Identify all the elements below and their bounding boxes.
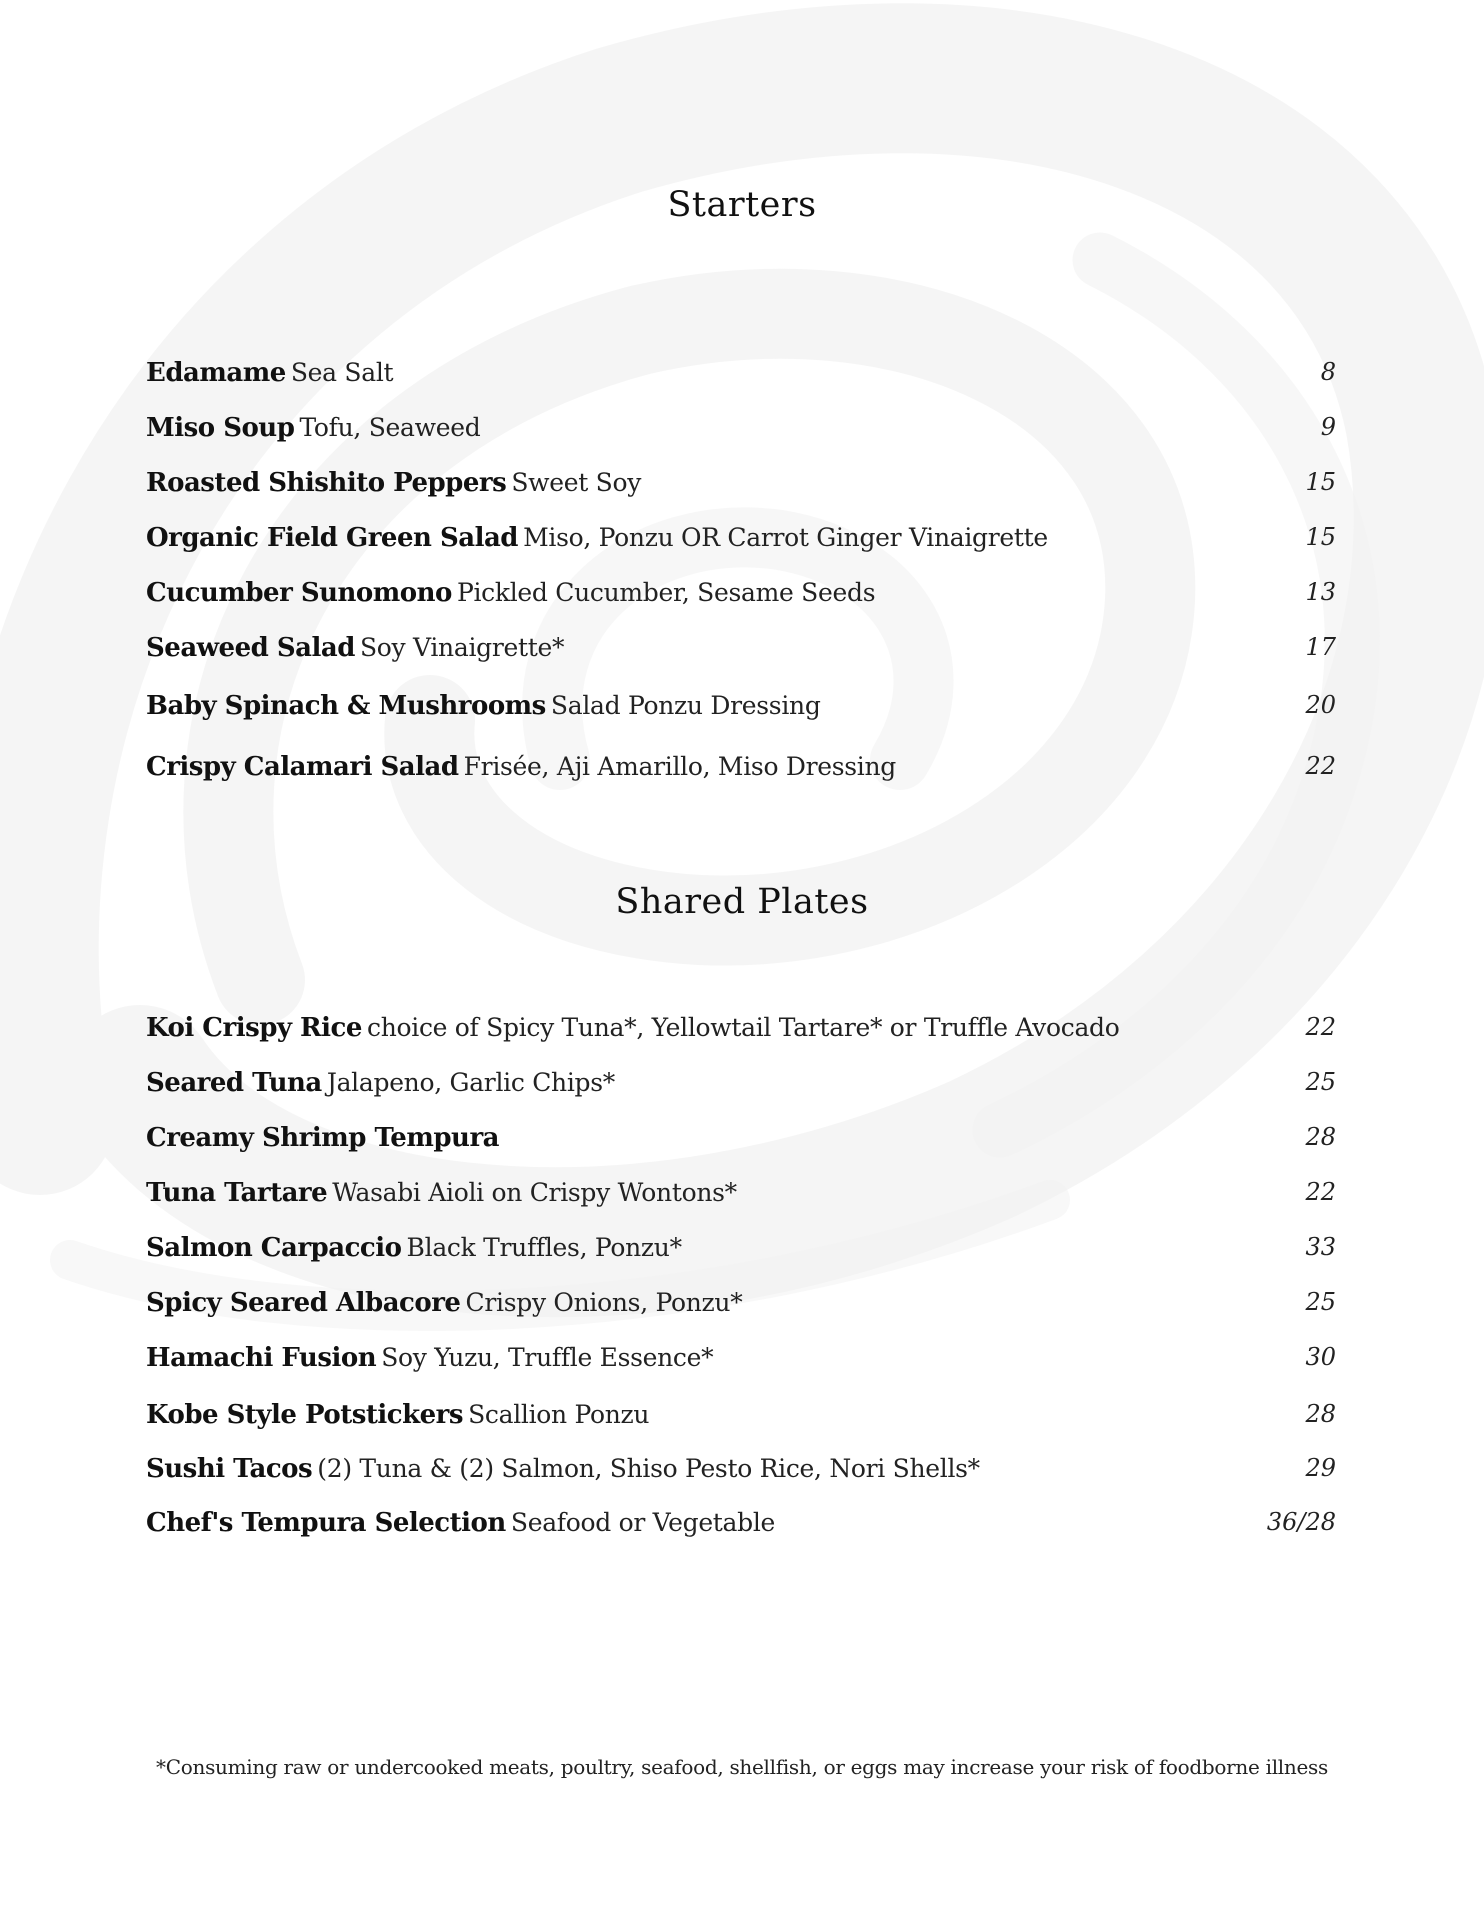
section-title-starters: Starters [667, 185, 817, 225]
item-description: Frisée, Aji Amarillo, Miso Dressing [463, 752, 896, 781]
item-description: Sea Salt [290, 358, 394, 387]
menu-item [146, 691, 1336, 731]
item-description: (2) Tuna & (2) Salmon, Shiso Pesto Rice, Nori Shells* [317, 1454, 980, 1483]
item-price: 29 [1305, 1454, 1336, 1482]
menu-item [146, 1288, 1336, 1328]
item-description: Pickled Cucumber, Sesame Seeds [456, 578, 876, 607]
item-price: 15 [1305, 523, 1336, 551]
item-price: 30 [1305, 1343, 1336, 1371]
menu-item [146, 1343, 1336, 1383]
menu-item [146, 468, 1336, 508]
item-price: 9 [1320, 413, 1336, 441]
menu-item [146, 358, 1336, 398]
item-description: Soy Yuzu, Truffle Essence* [381, 1343, 714, 1372]
item-price: 17 [1305, 633, 1336, 661]
item-description: Soy Vinaigrette* [359, 633, 565, 662]
item-name: Sushi Tacos [146, 1454, 313, 1484]
item-name: Edamame [146, 358, 286, 388]
item-name: Hamachi Fusion [146, 1343, 377, 1373]
item-name: Seared Tuna [146, 1068, 322, 1098]
item-price: 20 [1305, 691, 1336, 719]
menu-item [146, 523, 1336, 563]
item-price: 8 [1320, 358, 1336, 386]
item-name: Organic Field Green Salad [146, 523, 518, 553]
menu-item [146, 752, 1336, 792]
item-name: Koi Crispy Rice [146, 1013, 362, 1043]
item-price: 28 [1305, 1400, 1336, 1428]
menu-item [146, 1013, 1336, 1053]
item-name: Tuna Tartare [146, 1178, 328, 1208]
item-name: Crispy Calamari Salad [146, 752, 459, 782]
item-name: Seaweed Salad [146, 633, 355, 663]
item-name: Baby Spinach & Mushrooms [146, 691, 546, 721]
section-title-shared-plates: Shared Plates [615, 882, 869, 922]
item-name: Roasted Shishito Peppers [146, 468, 507, 498]
menu-item [146, 1178, 1336, 1218]
item-name: Cucumber Sunomono [146, 578, 452, 608]
item-description: Wasabi Aioli on Crispy Wontons* [332, 1178, 737, 1207]
item-description: Seafood or Vegetable [510, 1508, 776, 1537]
item-description: Scallion Ponzu [468, 1400, 650, 1429]
item-description: Jalapeno, Garlic Chips* [326, 1068, 615, 1097]
item-description: Miso, Ponzu OR Carrot Ginger Vinaigrette [523, 523, 1048, 552]
item-price: 13 [1305, 578, 1336, 606]
menu-item [146, 1508, 1336, 1548]
item-description: Salad Ponzu Dressing [550, 691, 821, 720]
item-price: 22 [1305, 1178, 1336, 1206]
menu-item [146, 1400, 1336, 1440]
menu-item [146, 633, 1336, 673]
menu-item [146, 578, 1336, 618]
menu-item [146, 413, 1336, 453]
food-safety-disclaimer: *Consuming raw or undercooked meats, poultry, seafood, shellfish, or eggs may increase your risk of foodborne illness [156, 1755, 1328, 1779]
menu-item [146, 1454, 1336, 1494]
item-price: 15 [1305, 468, 1336, 496]
item-price: 22 [1305, 1013, 1336, 1041]
item-description: choice of Spicy Tuna*, Yellowtail Tartare* or Truffle Avocado [367, 1013, 1120, 1042]
item-name: Miso Soup [146, 413, 295, 443]
item-price: 25 [1305, 1068, 1336, 1096]
item-price: 22 [1305, 752, 1336, 780]
item-description: Black Truffles, Ponzu* [406, 1233, 682, 1262]
item-description: Crispy Onions, Ponzu* [465, 1288, 743, 1317]
item-name: Creamy Shrimp Tempura [146, 1123, 499, 1153]
item-price: 25 [1305, 1288, 1336, 1316]
item-price: 33 [1305, 1233, 1336, 1261]
menu-item [146, 1233, 1336, 1273]
item-name: Spicy Seared Albacore [146, 1288, 461, 1318]
menu-item [146, 1123, 1336, 1163]
item-description: Sweet Soy [511, 468, 642, 497]
item-name: Salmon Carpaccio [146, 1233, 402, 1263]
menu-item [146, 1068, 1336, 1108]
item-name: Kobe Style Potstickers [146, 1400, 463, 1430]
item-name: Chef's Tempura Selection [146, 1508, 506, 1538]
item-price: 36/28 [1266, 1508, 1336, 1536]
item-description: Tofu, Seaweed [299, 413, 481, 442]
item-price: 28 [1305, 1123, 1336, 1151]
